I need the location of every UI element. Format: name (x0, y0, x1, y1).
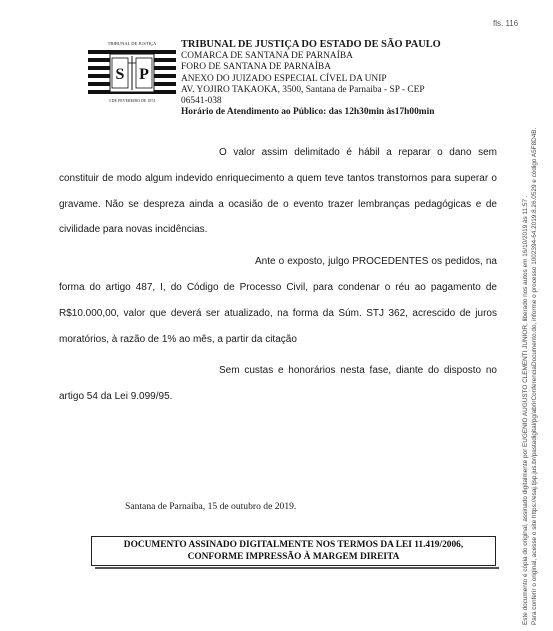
margin-note-line-1: Este documento é cópia do original, assinado digitalmente por EUGENIO AUGUSTO CLEMENTI JUNIOR, liberado nos autos em 16/10/2019 às 11:57 . (522, 195, 529, 625)
decision-body (59, 140, 497, 410)
seal-letter-s: S (115, 66, 125, 83)
header-line-comarca: COMARCA DE SANTANA DE PARNAÍBA (181, 51, 353, 61)
paragraph-damages: O valor assim delimitado é hábil a reparar o dano sem constituir de modo algum indevido enriquecimento a quem teve tantos transtornos para superar o gravame. Não se despreza ainda a ocasião de o evento trazer lembranças pedagógicas e de civilidade para novas incidências. (59, 147, 497, 236)
digital-signature-box (91, 536, 496, 566)
court-name: TRIBUNAL DE JUSTIÇA DO ESTADO DE SÃO PAULO (181, 39, 441, 50)
header-line-cep: 06541-038 (181, 96, 222, 107)
page-number: fls. 116 (493, 19, 519, 28)
date-line: Santana de Parnaíba, 15 de outubro de 2019. (125, 501, 297, 512)
signature-line-1: DOCUMENTO ASSINADO DIGITALMENTE NOS TERMOS DA LEI 11.419/2006, (123, 540, 464, 550)
seal-top-text: TRIBUNAL DE JUSTIÇA (107, 41, 157, 46)
court-seal-logo (86, 36, 178, 108)
margin-signature-note (521, 25, 539, 625)
header-line-foro: FORO DE SANTANA DE PARNAÍBA (181, 62, 331, 73)
paragraph-ruling: Ante o exposto, julgo PROCEDENTES os pedidos, na forma do artigo 487, I, do Código de Processo Civil, para condenar o réu ao pagamento de R$10.000,00, valor que deverá ser atualizado, na forma da Súm. STJ 362, acrescido de juros moratórios, à razão de 1% ao mês, a partir da citação (59, 256, 497, 345)
court-header (181, 39, 501, 119)
signature-line-2: CONFORME IMPRESSÃO À MARGEM DIREITA (187, 551, 400, 562)
header-hours: Horário de Atendimento ao Público: das 12h30min às17h00min (181, 107, 435, 118)
paragraph-costs: Sem custas e honorários nesta fase, diante do disposto no artigo 54 da Lei 9.099/95. (59, 365, 497, 403)
header-line-address: AV. YOJIRO TAKAOKA, 3500, Santana de Parnaiba - SP - CEP (181, 84, 425, 95)
seal-bottom-text: 3 DE FEVEREIRO DE 1874 (108, 98, 156, 103)
seal-letter-p: P (139, 66, 149, 83)
header-line-anexo: ANEXO DO JUIZADO ESPECIAL CÍVEL DA UNIP (181, 73, 387, 84)
margin-note-line-2: Para conferir o original, acesse o site https://esaj.tjsp.jus.br/pastadigital/pg/abrirConferenciaDocumento.do, informe o processo 1002394-64.2019.8.26.0529 e código A5F8D4B. (531, 127, 538, 625)
